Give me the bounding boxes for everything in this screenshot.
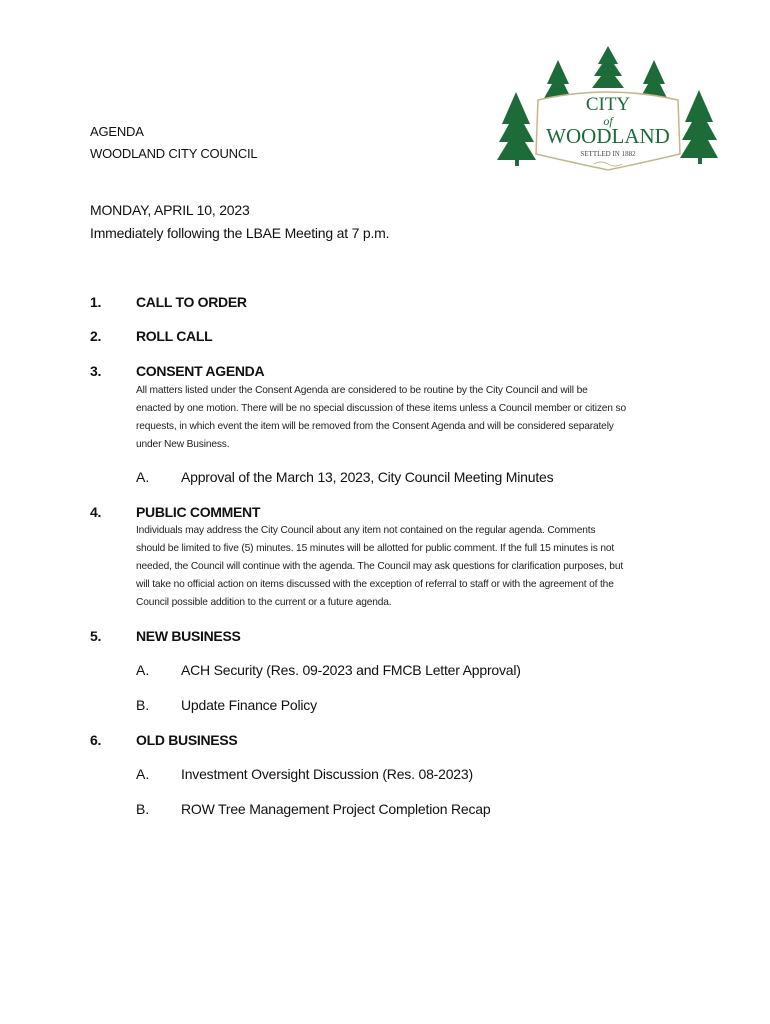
item-title: CONSENT AGENDA	[136, 363, 265, 379]
subitem-text: ROW Tree Management Project Completion Recap	[181, 801, 491, 817]
description-line: under New Business.	[136, 439, 230, 450]
subitem-letter: B.	[136, 801, 150, 817]
item-title: PUBLIC COMMENT	[136, 504, 261, 520]
description-line: will take no official action on items discussed with the exception of referral to staff or with the agreement of the	[136, 579, 614, 590]
subitem-letter: A.	[136, 662, 150, 678]
description-line: Council possible addition to the current or a future agenda.	[136, 597, 392, 608]
subitem-letter: A.	[136, 469, 150, 485]
logo-line-settled: SETTLED IN 1882	[580, 150, 636, 158]
logo-line-of: of	[603, 114, 613, 128]
item-number: 6.	[90, 732, 102, 748]
item-description	[136, 522, 686, 612]
item-number: 1.	[90, 294, 102, 310]
subitem-text: ACH Security (Res. 09-2023 and FMCB Letter Approval)	[181, 662, 521, 678]
item-title: CALL TO ORDER	[136, 294, 247, 310]
subitem-text: Investment Oversight Discussion (Res. 08-2023)	[181, 766, 473, 782]
item-number: 3.	[90, 363, 102, 379]
item-description	[136, 382, 686, 454]
agenda-heading: AGENDA	[90, 124, 144, 139]
logo-line-woodland: WOODLAND	[546, 124, 670, 148]
city-of-woodland-logo	[496, 42, 720, 176]
subitem-text: Approval of the March 13, 2023, City Council Meeting Minutes	[181, 469, 554, 485]
description-line: enacted by one motion. There will be no special discussion of these items unless a Council member or citizen so	[136, 403, 626, 414]
description-line: requests, in which event the item will be removed from the Consent Agenda and will be considered separately	[136, 421, 614, 432]
item-number: 5.	[90, 628, 102, 644]
item-title: OLD BUSINESS	[136, 732, 238, 748]
subitem-letter: B.	[136, 697, 150, 713]
item-number: 2.	[90, 328, 102, 344]
description-line: Individuals may address the City Council about any item not contained on the regular agenda. Comments	[136, 525, 596, 536]
council-name: WOODLAND CITY COUNCIL	[90, 146, 258, 161]
description-line: should be limited to five (5) minutes. 15 minutes will be allotted for public comment. If the full 15 minutes is not	[136, 543, 615, 554]
meeting-date: MONDAY, APRIL 10, 2023	[90, 202, 250, 218]
item-title: NEW BUSINESS	[136, 628, 241, 644]
subitem-letter: A.	[136, 766, 150, 782]
logo-line-city: CITY	[585, 94, 631, 115]
description-line: needed, the Council will continue with the agenda. The Council may ask questions for clarification purposes, but	[136, 561, 624, 572]
subitem-text: Update Finance Policy	[181, 697, 317, 713]
description-line: All matters listed under the Consent Agenda are considered to be routine by the City Council and will be	[136, 385, 588, 396]
item-number: 4.	[90, 504, 102, 520]
meeting-timing: Immediately following the LBAE Meeting at 7 p.m.	[90, 225, 390, 241]
item-title: ROLL CALL	[136, 328, 213, 344]
